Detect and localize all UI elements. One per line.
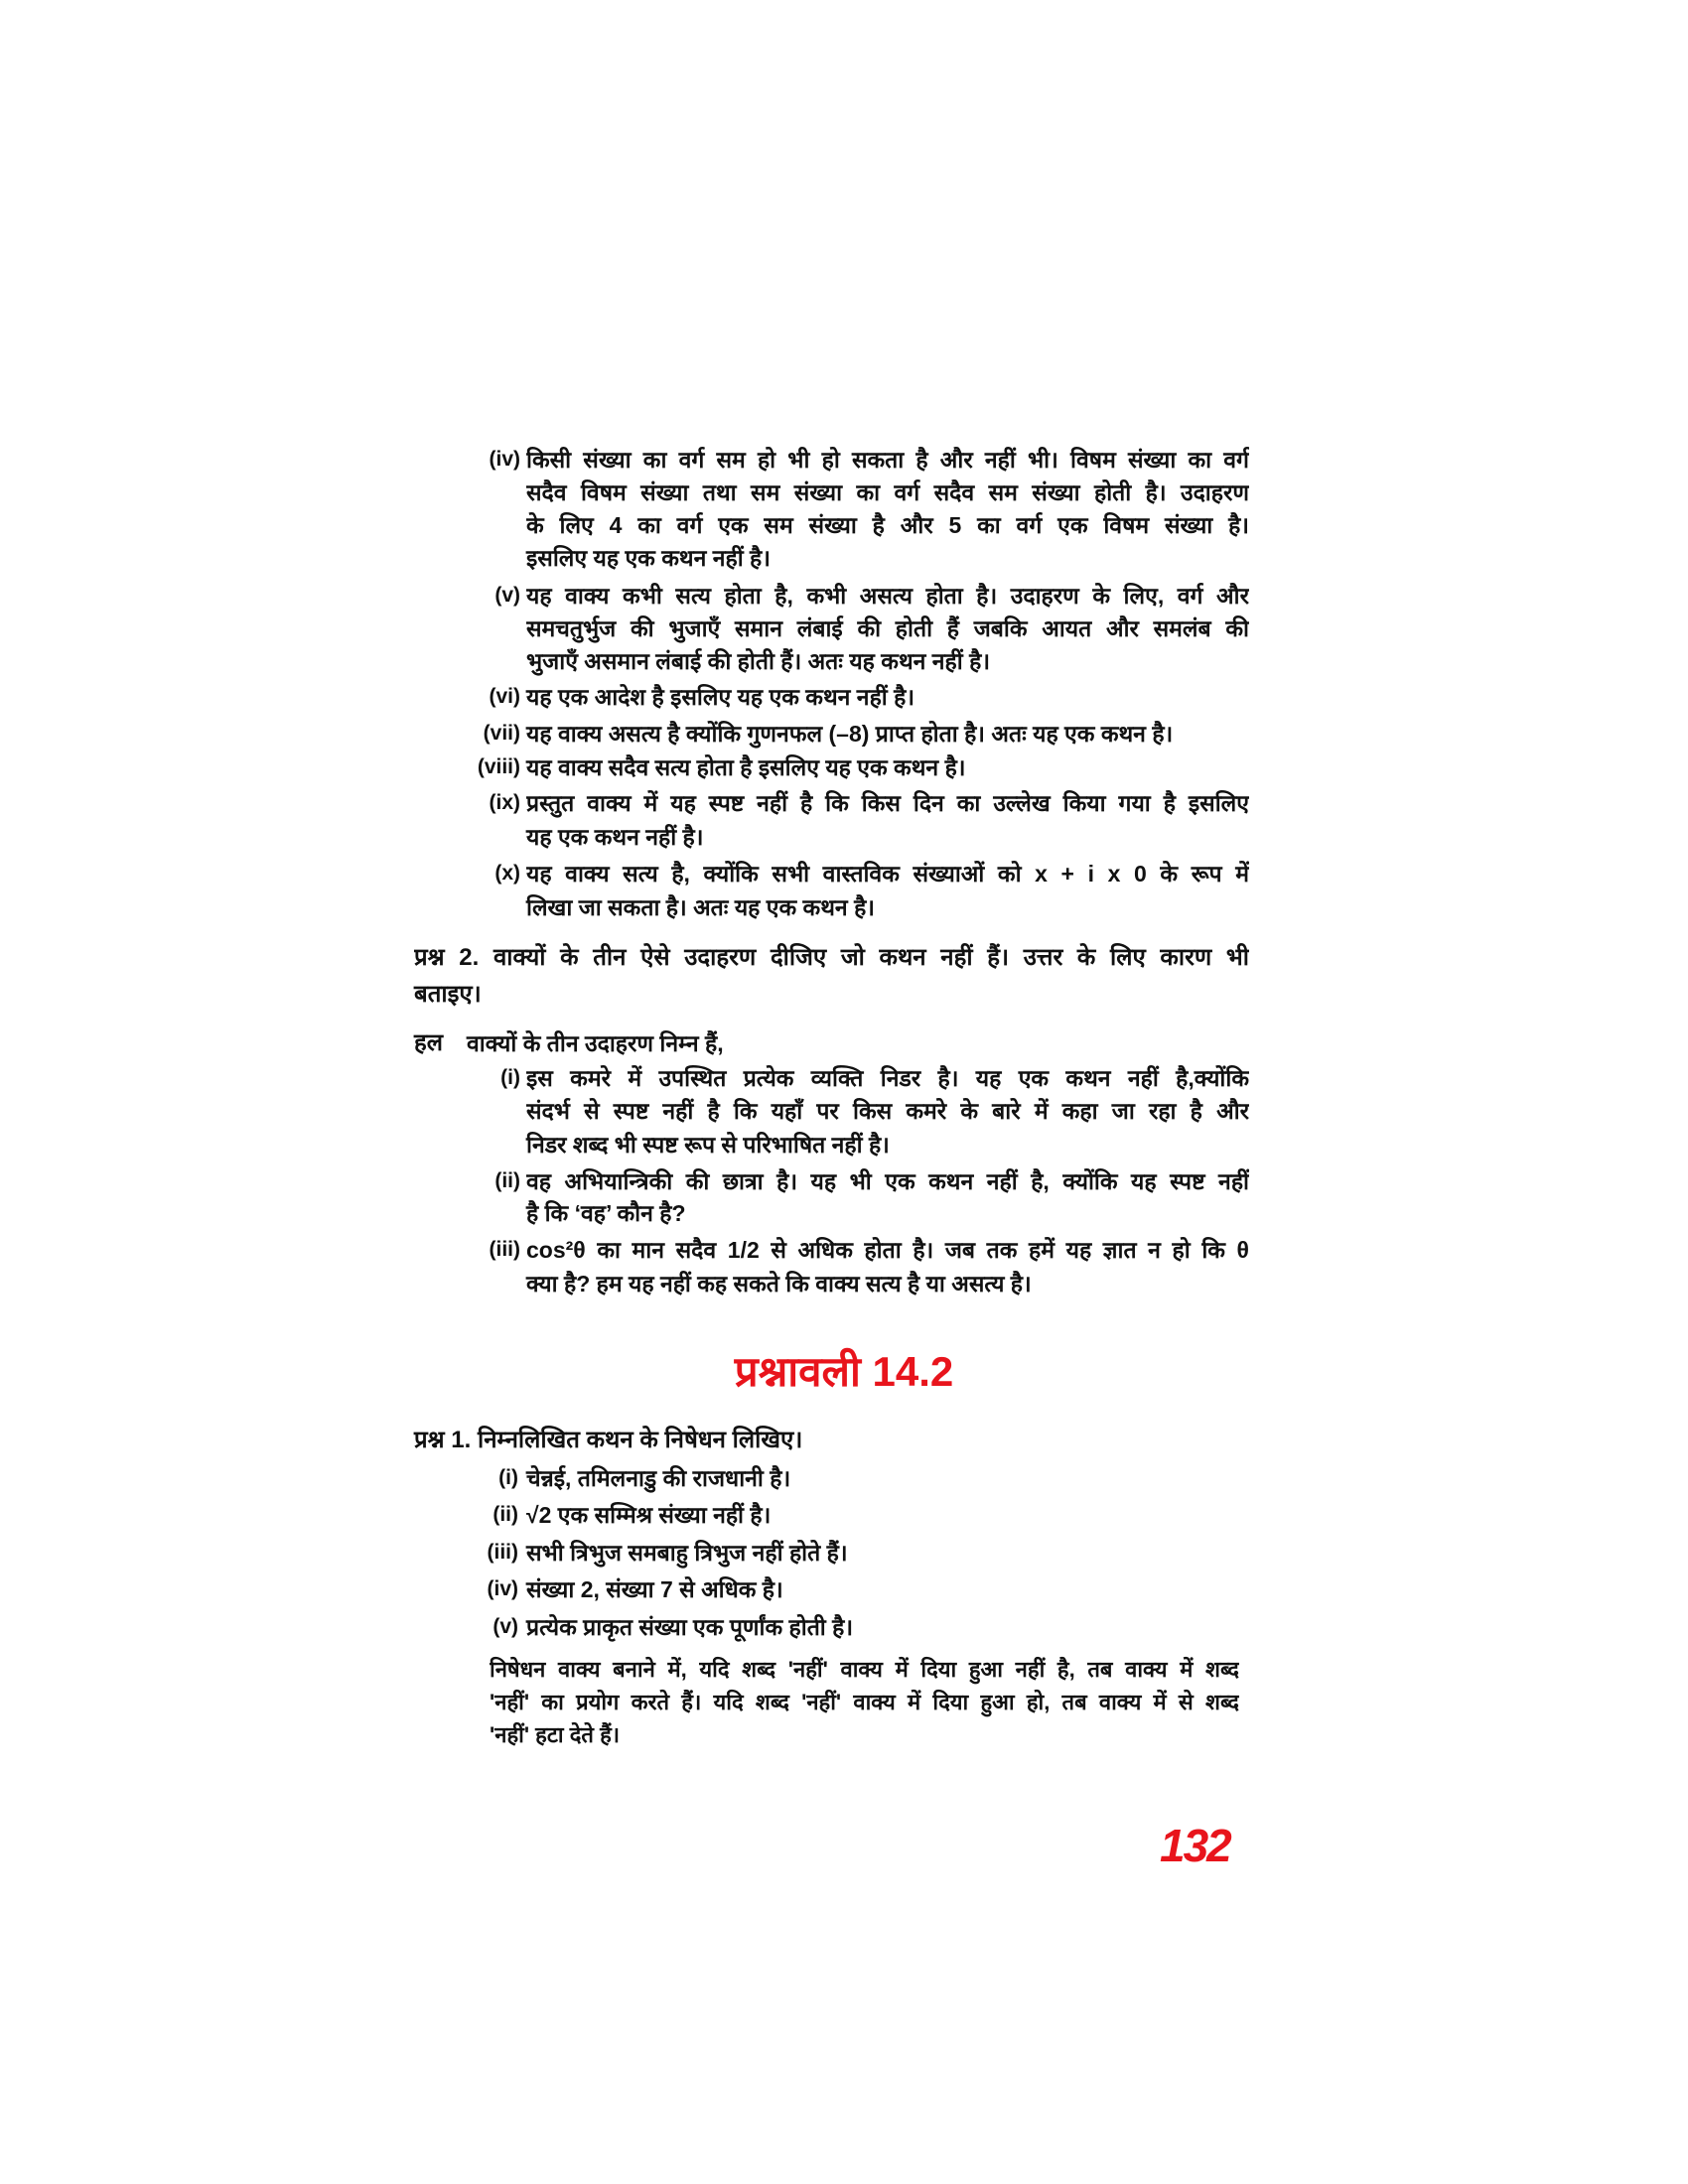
question-1-heading: प्रश्न 1. निम्नलिखित कथन के निषेधन लिखिए।	[414, 1427, 803, 1453]
negation-item-text: चेन्नई, तमिलनाडु की राजधानी है।	[526, 1465, 791, 1491]
answer-label: (x)	[494, 862, 520, 885]
negation-item-label: (v)	[492, 1615, 518, 1638]
solution-label: हल	[414, 1029, 444, 1056]
negation-item-label: (ii)	[492, 1503, 518, 1526]
answer-line: यह वाक्य सत्य है, क्योंकि सभी वास्तविक संख्याओं को x + i x 0 के रूप में	[526, 861, 1249, 887]
note-line: 'नहीं' हटा देते हैं।	[490, 1722, 621, 1747]
example-line: cos²θ का मान सदैव 1/2 से अधिक होता है। जब तक हमें यह ज्ञात न हो कि θ	[526, 1237, 1249, 1263]
answer-line: के लिए 4 का वर्ग एक सम संख्या है और 5 का वर्ग एक विषम संख्या है।	[526, 512, 1249, 538]
note-line: 'नहीं' का प्रयोग करते हैं। यदि शब्द 'नहीं' वाक्य में दिया हुआ हो, तब वाक्य में से शब्द	[490, 1690, 1239, 1714]
example-label: (i)	[500, 1066, 520, 1089]
question-2-heading: प्रश्न 2. वाक्यों के तीन ऐसे उदाहरण दीजिए जो कथन नहीं हैं। उत्तर के लिए कारण भी	[414, 944, 1249, 971]
negation-item-label: (i)	[498, 1466, 518, 1489]
negation-item-text: सभी त्रिभुज समबाहु त्रिभुज नहीं होते हैं।	[526, 1540, 848, 1566]
negation-item-text: √2 एक सम्मिश्र संख्या नहीं है।	[526, 1502, 772, 1528]
answer-label: (vi)	[489, 685, 520, 708]
answer-label: (vii)	[483, 722, 520, 745]
negation-item-text: प्रत्येक प्राकृत संख्या एक पूर्णांक होती है।	[526, 1614, 854, 1640]
answer-line: सदैव विषम संख्या तथा सम संख्या का वर्ग सदैव सम संख्या होती है। उदाहरण	[526, 479, 1249, 505]
negation-item-label: (iii)	[487, 1541, 518, 1564]
answer-line: किसी संख्या का वर्ग सम हो भी हो सकता है और नहीं भी। विषम संख्या का वर्ग	[526, 447, 1249, 473]
exercise-title: प्रश्नावली 14.2	[734, 1348, 954, 1395]
negation-item-text: संख्या 2, संख्या 7 से अधिक है।	[526, 1576, 783, 1602]
example-label: (iii)	[489, 1238, 520, 1261]
solution-intro: वाक्यों के तीन उदाहरण निम्न हैं,	[467, 1030, 724, 1056]
answer-line: यह वाक्य कभी सत्य होता है, कभी असत्य होता है। उदाहरण के लिए, वर्ग और	[526, 583, 1249, 609]
question-2-heading-cont: बताइए।	[414, 981, 482, 1008]
example-line: है कि ‘वह’ कौन है?	[526, 1200, 686, 1226]
answer-line: भुजाएँ असमान लंबाई की होती हैं। अतः यह कथन नहीं है।	[526, 648, 991, 674]
example-line: वह अभियान्त्रिकी की छात्रा है। यह भी एक कथन नहीं है, क्योंकि यह स्पष्ट नहीं	[526, 1168, 1249, 1194]
example-label: (ii)	[494, 1169, 520, 1192]
answer-line: इसलिए यह एक कथन नहीं है।	[526, 545, 771, 571]
example-line: निडर शब्द भी स्पष्ट रूप से परिभाषित नहीं है।	[526, 1132, 890, 1158]
answer-line: यह वाक्य सदैव सत्य होता है इसलिए यह एक कथन है।	[526, 754, 966, 780]
note-line: निषेधन वाक्य बनाने में, यदि शब्द 'नहीं' वाक्य में दिया हुआ नहीं है, तब वाक्य में शब्द	[490, 1657, 1239, 1682]
answer-label: (v)	[494, 584, 520, 607]
example-line: इस कमरे में उपस्थित प्रत्येक व्यक्ति निडर है। यह एक कथन नहीं है,क्योंकि	[526, 1065, 1249, 1091]
answer-line: यह वाक्य असत्य है क्योंकि गुणनफल (–8) प्राप्त होता है। अतः यह एक कथन है।	[526, 721, 1174, 747]
example-line: संदर्भ से स्पष्ट नहीं है कि यहाँ पर किस कमरे के बारे में कहा जा रहा है और	[526, 1098, 1249, 1124]
answer-line: लिखा जा सकता है। अतः यह एक कथन है।	[526, 894, 875, 920]
answer-line: समचतुर्भुज की भुजाएँ समान लंबाई की होती हैं जबकि आयत और समलंब की	[526, 615, 1249, 641]
answer-label: (viii)	[477, 755, 520, 778]
answer-line: यह एक आदेश है इसलिए यह एक कथन नहीं है।	[526, 684, 915, 710]
answer-label: (iv)	[489, 448, 520, 471]
answer-line: प्रस्तुत वाक्य में यह स्पष्ट नहीं है कि किस दिन का उल्लेख किया गया है इसलिए	[526, 790, 1249, 816]
example-line: क्या है? हम यह नहीं कह सकते कि वाक्य सत्य है या असत्य है।	[526, 1271, 1032, 1297]
page-number: 132	[1160, 1820, 1230, 1871]
answer-line: यह एक कथन नहीं है।	[526, 824, 704, 850]
answer-label: (ix)	[489, 791, 520, 814]
negation-item-label: (iv)	[487, 1577, 518, 1600]
